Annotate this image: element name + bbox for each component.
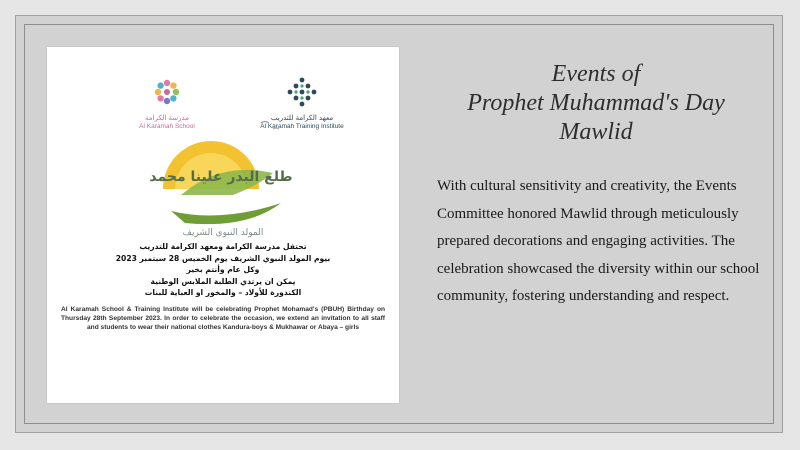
mawlid-calligraphy-artwork [143,115,303,239]
slide-body-text: With cultural sensitivity and creativity, the Events Committee honored Mawlid through meticulously prepared decorations and engaging activities. The celebration showcased the diversity within our school community, fostering understanding and respect. [437,178,760,305]
logo-right-arabic: معهد الكرامة للتدريب [270,114,334,122]
calligraphy-subtitle: المولد النبوي الشريف [182,228,264,238]
calligraphy-text: طلع البدر علينا محمد [149,169,293,185]
flyer-arabic-text [57,241,389,299]
flower-logo-icon [150,75,184,109]
arabic-line: الكندورة للأولاد – والمخور او العباية للبنات [144,288,302,297]
title-line-3: Mawlid [559,119,633,145]
logo-left-arabic: مدرسة الكرامة [145,114,189,122]
arabic-line: وكل عام وأنتم بخير [186,265,260,274]
slide-title [446,60,746,147]
dots-logo-icon [285,75,319,109]
title-line-1: Events of [551,61,641,87]
arabic-line: بيوم المولد النبوي الشريف يوم الخميس 28 سبتمبر 2023 [115,253,331,263]
arabic-line: تحتفل مدرسة الكرامة ومعهد الكرامة للتدريب [139,242,307,251]
mawlid-flyer-image [47,47,399,403]
logo-right-english: Al Karamah Training Institute [260,123,344,130]
logo-left-english: Al Karamah School [139,123,195,130]
arabic-line: يمكن ان يرتدي الطلبة الملابس الوطنية [150,276,296,286]
flyer-english-text: Al Karamah School & Training Institute will be celebrating Prophet Mohamad's (PBUH) Birthday on Thursday 28th September 2023. In order to celebrate the occasion, we extend an invitation to all staff and students to wear their national clothes Kandura-boys & Mukhawar or Abaya – girls [61,306,385,332]
title-line-2: Prophet Muhammad's Day [467,90,725,116]
